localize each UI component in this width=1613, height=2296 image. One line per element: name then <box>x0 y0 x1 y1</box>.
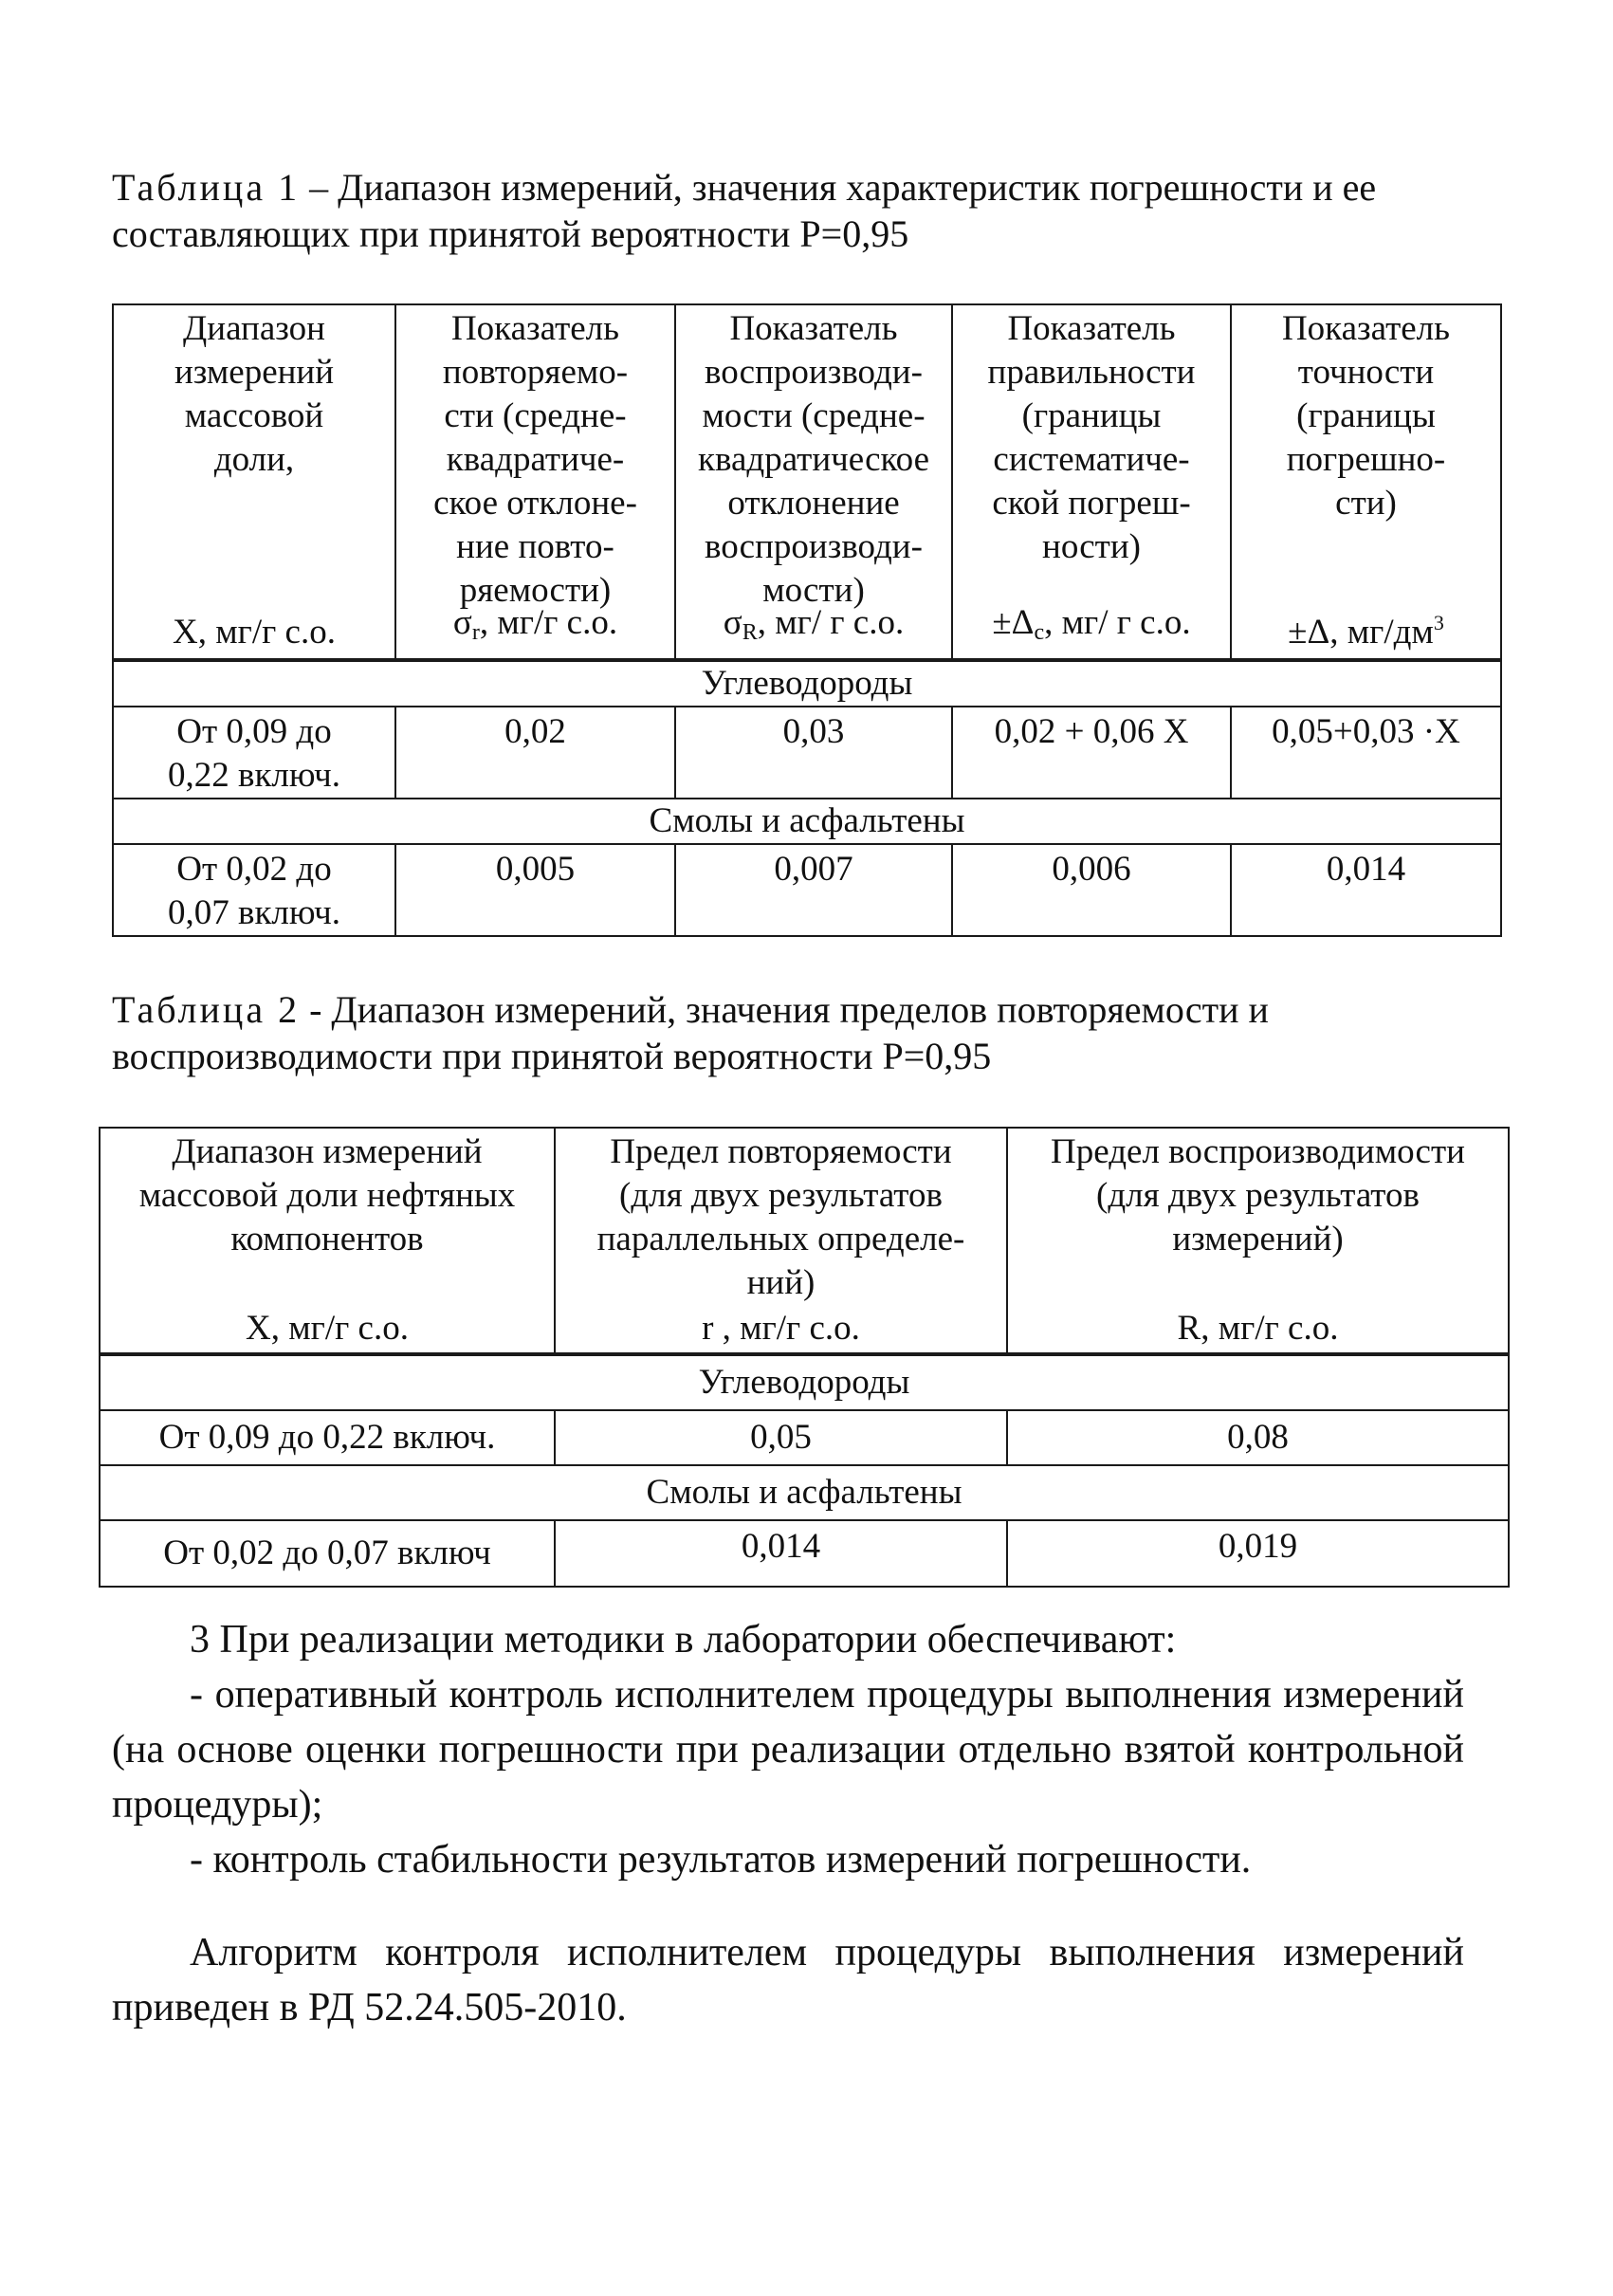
header-line: ской погреш- <box>992 484 1191 523</box>
header-line: погрешно- <box>1286 440 1446 479</box>
paragraph: - контроль стабильности результатов измерений погрешности. <box>190 1838 1252 1882</box>
table2-header-row <box>100 1128 1509 1354</box>
header-unit: X, мг/г с.о. <box>173 613 336 652</box>
value-cell: 0,019 <box>1007 1520 1509 1587</box>
header-line: мости) <box>762 571 865 610</box>
table1-header-range <box>113 304 395 660</box>
unit-symbol: ±Δ <box>992 603 1035 642</box>
header-line: воспроизводи- <box>705 527 923 566</box>
header-line: ние повто- <box>456 527 614 566</box>
unit-symbol: ±Δ, мг/дм <box>1288 613 1434 652</box>
header-line: (границы <box>1296 396 1436 435</box>
table1-header-trueness <box>952 304 1231 660</box>
unit-text: , мг/ г с.о. <box>757 603 905 642</box>
header-line: ское отклоне- <box>433 484 637 523</box>
range-line: От 0,02 до <box>176 850 332 889</box>
unit-subscript: c <box>1034 620 1045 645</box>
table1-section-row <box>113 660 1501 707</box>
range-line: 0,22 включ. <box>167 756 340 795</box>
section-title: Смолы и асфальтены <box>100 1465 1509 1520</box>
header-unit <box>396 601 674 654</box>
header-line: параллельных определе- <box>596 1220 965 1258</box>
table-row <box>100 1520 1509 1587</box>
table1-header-repeatability <box>395 304 675 660</box>
header-line: Показатель <box>729 309 898 348</box>
table1 <box>112 303 1502 937</box>
header-unit: R, мг/г с.о. <box>1177 1309 1339 1348</box>
header-line: Предел воспроизводимости <box>1051 1132 1465 1171</box>
table1-header-row <box>113 304 1501 660</box>
header-line: ряемости) <box>459 571 612 610</box>
header-line: измерений <box>174 353 335 392</box>
header-line: квадратическое <box>698 440 929 479</box>
section-3-text <box>112 1612 1464 1887</box>
header-line: отклонение <box>727 484 900 523</box>
section-title: Углеводороды <box>100 1354 1509 1410</box>
header-unit: X, мг/г с.о. <box>246 1309 409 1348</box>
header-line: (для двух результатов <box>619 1176 943 1215</box>
value-cell: 0,05+0,03 ·X <box>1231 707 1501 799</box>
table1-caption <box>112 164 1477 257</box>
value-cell: 0,005 <box>395 844 675 936</box>
header-unit <box>953 601 1230 654</box>
header-line: точности <box>1297 353 1435 392</box>
paragraph: 3 При реализации методики в лаборатории обеспечивают: <box>190 1618 1177 1662</box>
range-cell: От 0,02 до 0,07 включ <box>100 1520 555 1587</box>
header-line: сти (средне- <box>444 396 627 435</box>
header-line: систематиче- <box>993 440 1190 479</box>
table2-section-row <box>100 1465 1509 1520</box>
header-line: мости (средне- <box>702 396 926 435</box>
range-cell <box>113 707 395 799</box>
header-line: ности) <box>1042 527 1141 566</box>
header-line: правильности <box>987 353 1196 392</box>
table2-header-repeatability-limit <box>555 1128 1007 1354</box>
table-row <box>113 707 1501 799</box>
header-line: Предел повторяемости <box>610 1132 952 1171</box>
unit-subscript: R <box>742 620 758 645</box>
table2-section-row <box>100 1354 1509 1410</box>
header-line: Показатель <box>450 309 620 348</box>
header-line: воспроизводи- <box>705 353 923 392</box>
table2-caption <box>112 986 1477 1079</box>
header-line: Диапазон измерений <box>172 1132 483 1171</box>
header-line: измерений) <box>1172 1220 1344 1258</box>
table-row <box>113 844 1501 936</box>
value-cell: 0,02 <box>395 707 675 799</box>
unit-symbol: σ <box>452 603 472 642</box>
unit-text: , мг/ г с.о. <box>1044 603 1191 642</box>
table1-caption-label: Таблица 1 <box>112 166 301 209</box>
table2-caption-label: Таблица 2 <box>112 988 301 1031</box>
paragraph: - оперативный контроль исполнителем процедуры выполнения измерений (на основе оценки погрешности при реализации отдельно взятой контрольной процедуры); <box>112 1673 1464 1827</box>
table2 <box>99 1127 1510 1588</box>
header-line: Показатель <box>1281 309 1451 348</box>
header-line: компонентов <box>230 1220 424 1258</box>
header-line: доли, <box>213 440 295 479</box>
table2-header-reproducibility-limit <box>1007 1128 1509 1354</box>
header-line: ний) <box>746 1263 816 1302</box>
unit-superscript: 3 <box>1433 611 1444 634</box>
header-line: Диапазон <box>183 309 325 348</box>
value-cell: 0,007 <box>675 844 952 936</box>
unit-text: , мг/г с.о. <box>479 603 618 642</box>
value-cell: 0,02 + 0,06 X <box>952 707 1231 799</box>
range-line: 0,07 включ. <box>167 893 340 932</box>
table2-caption-text: - Диапазон измерений, значения пределов повторяемости и воспроизводимости при принятой вероятности Р=0,95 <box>112 988 1269 1077</box>
header-unit: r , мг/г с.о. <box>702 1309 860 1348</box>
section-title: Углеводороды <box>113 660 1501 707</box>
table1-header-reproducibility <box>675 304 952 660</box>
table2-header-range <box>100 1128 555 1354</box>
header-line: повторяемо- <box>442 353 629 392</box>
section-title: Смолы и асфальтены <box>113 799 1501 844</box>
header-unit <box>676 601 951 654</box>
unit-symbol: σ <box>723 603 742 642</box>
header-line: (границы <box>1021 396 1162 435</box>
table1-caption-text: – Диапазон измерений, значения характеристик погрешности и ее составляющих при принятой вероятности Р=0,95 <box>112 166 1377 255</box>
paragraph: Алгоритм контроля исполнителем процедуры выполнения измерений приведен в РД 52.24.505-2010. <box>112 1931 1464 2030</box>
header-line: (для двух результатов <box>1096 1176 1420 1215</box>
value-cell: 0,05 <box>555 1410 1007 1465</box>
header-line: массовой <box>184 396 324 435</box>
unit-subscript: r <box>471 620 480 645</box>
table1-section-row <box>113 799 1501 844</box>
header-line: массовой доли нефтяных <box>138 1176 516 1215</box>
table-row <box>100 1410 1509 1465</box>
algorithm-text <box>112 1925 1464 2035</box>
table1-header-accuracy <box>1231 304 1501 660</box>
range-cell: От 0,09 до 0,22 включ. <box>100 1410 555 1465</box>
header-unit <box>1232 601 1500 654</box>
value-cell: 0,014 <box>555 1520 1007 1587</box>
value-cell: 0,03 <box>675 707 952 799</box>
range-cell <box>113 844 395 936</box>
value-cell: 0,006 <box>952 844 1231 936</box>
header-line: квадратиче- <box>446 440 625 479</box>
header-line: Показатель <box>1007 309 1176 348</box>
value-cell: 0,014 <box>1231 844 1501 936</box>
range-line: От 0,09 до <box>176 712 332 751</box>
value-cell: 0,08 <box>1007 1410 1509 1465</box>
header-line: сти) <box>1335 484 1397 523</box>
